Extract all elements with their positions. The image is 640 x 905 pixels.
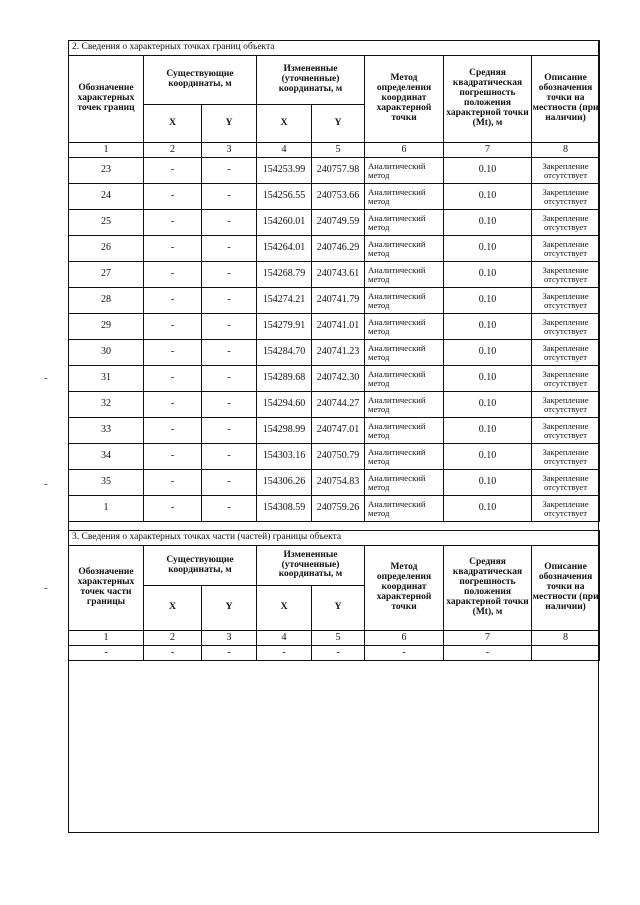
method-cell: Аналитический метод: [365, 236, 444, 262]
point-cell: 29: [69, 314, 144, 340]
table-row: [69, 366, 600, 392]
column-number: 7: [444, 143, 532, 158]
point-cell: 1: [69, 496, 144, 522]
updated-y-cell: 240759.26: [312, 496, 365, 522]
updated-x-cell: 154284.70: [257, 340, 312, 366]
updated-y-cell: 240744.27: [312, 392, 365, 418]
header-method: Метод определения координат характерной точки: [365, 56, 444, 143]
updated-y-cell: 240754.83: [312, 470, 365, 496]
empty-cell: -: [365, 646, 444, 661]
header-designation: Обозначение характерных точек границ: [69, 56, 144, 143]
table-row: [69, 236, 600, 262]
description-cell: Закрепление отсутствует: [532, 158, 600, 184]
existing-x-cell: -: [144, 366, 202, 392]
method-cell: Аналитический метод: [365, 366, 444, 392]
existing-x-cell: -: [144, 158, 202, 184]
margin-mark: -: [44, 478, 48, 490]
error-cell: 0.10: [444, 444, 532, 470]
existing-x-cell: -: [144, 236, 202, 262]
column-number: 2: [144, 143, 202, 158]
description-cell: Закрепление отсутствует: [532, 496, 600, 522]
updated-y-cell: 240753.66: [312, 184, 365, 210]
empty-cell: [532, 646, 600, 661]
updated-y-cell: 240741.23: [312, 340, 365, 366]
empty-cell: -: [312, 646, 365, 661]
error-cell: 0.10: [444, 236, 532, 262]
table-row: [69, 444, 600, 470]
existing-y-cell: -: [202, 314, 257, 340]
column-number: 6: [365, 631, 444, 646]
existing-x-cell: -: [144, 496, 202, 522]
column-numbers-row: [69, 143, 600, 158]
description-cell: Закрепление отсутствует: [532, 236, 600, 262]
point-cell: 27: [69, 262, 144, 288]
existing-x-cell: -: [144, 210, 202, 236]
updated-x-cell: 154298.99: [257, 418, 312, 444]
header-error: Средняя квадратическая погрешность положения характерной точки (Mt), м: [444, 56, 532, 143]
point-cell: 30: [69, 340, 144, 366]
table-row: [69, 340, 600, 366]
description-cell: Закрепление отсутствует: [532, 184, 600, 210]
method-cell: Аналитический метод: [365, 262, 444, 288]
existing-x-cell: -: [144, 444, 202, 470]
header-updated-y: Y: [312, 105, 365, 143]
table-row: [69, 314, 600, 340]
column-number: 8: [532, 143, 600, 158]
description-cell: Закрепление отсутствует: [532, 340, 600, 366]
table-row: [69, 210, 600, 236]
description-cell: Закрепление отсутствует: [532, 366, 600, 392]
point-cell: 28: [69, 288, 144, 314]
column-number: 2: [144, 631, 202, 646]
header-updated-y: Y: [312, 586, 365, 631]
method-cell: Аналитический метод: [365, 392, 444, 418]
column-number: 4: [257, 143, 312, 158]
header-updated-coordinates: Измененные (уточненные) координаты, м: [257, 56, 365, 105]
updated-x-cell: 154306.26: [257, 470, 312, 496]
error-cell: 0.10: [444, 340, 532, 366]
updated-y-cell: 240741.79: [312, 288, 365, 314]
method-cell: Аналитический метод: [365, 496, 444, 522]
existing-x-cell: -: [144, 418, 202, 444]
column-number: 1: [69, 631, 144, 646]
method-cell: Аналитический метод: [365, 210, 444, 236]
table-row: [69, 496, 600, 522]
updated-y-cell: 240741.01: [312, 314, 365, 340]
updated-y-cell: 240743.61: [312, 262, 365, 288]
point-cell: 33: [69, 418, 144, 444]
point-cell: 24: [69, 184, 144, 210]
column-number: 1: [69, 143, 144, 158]
error-cell: 0.10: [444, 314, 532, 340]
table-row: [69, 288, 600, 314]
updated-x-cell: 154253.99: [257, 158, 312, 184]
table-row: [69, 470, 600, 496]
column-number: 5: [312, 143, 365, 158]
empty-data-row: [69, 646, 600, 661]
updated-y-cell: 240757.98: [312, 158, 365, 184]
method-cell: Аналитический метод: [365, 158, 444, 184]
existing-x-cell: -: [144, 288, 202, 314]
method-cell: Аналитический метод: [365, 418, 444, 444]
existing-y-cell: -: [202, 392, 257, 418]
existing-y-cell: -: [202, 366, 257, 392]
updated-x-cell: 154303.16: [257, 444, 312, 470]
error-cell: 0.10: [444, 418, 532, 444]
header-designation: Обозначение характерных точек части границы: [69, 546, 144, 631]
existing-y-cell: -: [202, 184, 257, 210]
section-title: 2. Сведения о характерных точках границ объекта: [69, 41, 600, 56]
updated-y-cell: 240746.29: [312, 236, 365, 262]
empty-cell: -: [444, 646, 532, 661]
updated-x-cell: 154279.91: [257, 314, 312, 340]
header-updated-coordinates: Измененные (уточненные) координаты, м: [257, 546, 365, 586]
method-cell: Аналитический метод: [365, 184, 444, 210]
existing-x-cell: -: [144, 470, 202, 496]
empty-cell: -: [257, 646, 312, 661]
existing-y-cell: -: [202, 470, 257, 496]
description-cell: Закрепление отсутствует: [532, 444, 600, 470]
header-existing-x: X: [144, 105, 202, 143]
error-cell: 0.10: [444, 470, 532, 496]
existing-y-cell: -: [202, 496, 257, 522]
method-cell: Аналитический метод: [365, 340, 444, 366]
empty-cell: -: [202, 646, 257, 661]
method-cell: Аналитический метод: [365, 470, 444, 496]
column-number: 8: [532, 631, 600, 646]
description-cell: Закрепление отсутствует: [532, 210, 600, 236]
point-cell: 32: [69, 392, 144, 418]
error-cell: 0.10: [444, 392, 532, 418]
margin-mark: -: [44, 582, 48, 594]
header-existing-y: Y: [202, 586, 257, 631]
existing-x-cell: -: [144, 262, 202, 288]
updated-y-cell: 240742.30: [312, 366, 365, 392]
updated-y-cell: 240749.59: [312, 210, 365, 236]
header-existing-coordinates: Существующие координаты, м: [144, 546, 257, 586]
header-description: Описание обозначения точки на местности (при наличии): [532, 56, 600, 143]
updated-x-cell: 154256.55: [257, 184, 312, 210]
updated-x-cell: 154260.01: [257, 210, 312, 236]
part-boundary-points-table: [68, 530, 600, 661]
updated-x-cell: 154289.68: [257, 366, 312, 392]
column-number: 3: [202, 143, 257, 158]
empty-cell: -: [144, 646, 202, 661]
existing-y-cell: -: [202, 288, 257, 314]
error-cell: 0.10: [444, 288, 532, 314]
existing-y-cell: -: [202, 418, 257, 444]
point-cell: 25: [69, 210, 144, 236]
table-row: [69, 392, 600, 418]
margin-mark: -: [44, 372, 48, 384]
error-cell: 0.10: [444, 184, 532, 210]
updated-y-cell: 240747.01: [312, 418, 365, 444]
table-row: [69, 158, 600, 184]
header-error: Средняя квадратическая погрешность положения характерной точки (Mt), м: [444, 546, 532, 631]
updated-x-cell: 154264.01: [257, 236, 312, 262]
table-row: [69, 184, 600, 210]
existing-y-cell: -: [202, 262, 257, 288]
error-cell: 0.10: [444, 210, 532, 236]
error-cell: 0.10: [444, 262, 532, 288]
column-number: 3: [202, 631, 257, 646]
updated-x-cell: 154274.21: [257, 288, 312, 314]
header-updated-x: X: [257, 105, 312, 143]
column-number: 7: [444, 631, 532, 646]
existing-y-cell: -: [202, 158, 257, 184]
existing-x-cell: -: [144, 392, 202, 418]
header-method: Метод определения координат характерной точки: [365, 546, 444, 631]
error-cell: 0.10: [444, 366, 532, 392]
updated-x-cell: 154294.60: [257, 392, 312, 418]
updated-x-cell: 154308.59: [257, 496, 312, 522]
point-cell: 35: [69, 470, 144, 496]
existing-x-cell: -: [144, 340, 202, 366]
boundary-points-table: [68, 40, 600, 522]
header-updated-x: X: [257, 586, 312, 631]
method-cell: Аналитический метод: [365, 314, 444, 340]
existing-y-cell: -: [202, 340, 257, 366]
method-cell: Аналитический метод: [365, 444, 444, 470]
table-row: [69, 262, 600, 288]
point-cell: 34: [69, 444, 144, 470]
description-cell: Закрепление отсутствует: [532, 288, 600, 314]
column-number: 5: [312, 631, 365, 646]
existing-y-cell: -: [202, 236, 257, 262]
column-numbers-row: [69, 631, 600, 646]
error-cell: 0.10: [444, 158, 532, 184]
description-cell: Закрепление отсутствует: [532, 392, 600, 418]
updated-x-cell: 154268.79: [257, 262, 312, 288]
header-existing-y: Y: [202, 105, 257, 143]
header-description: Описание обозначения точки на местности (при наличии): [532, 546, 600, 631]
description-cell: Закрепление отсутствует: [532, 470, 600, 496]
existing-x-cell: -: [144, 314, 202, 340]
method-cell: Аналитический метод: [365, 288, 444, 314]
existing-y-cell: -: [202, 444, 257, 470]
point-cell: 26: [69, 236, 144, 262]
existing-y-cell: -: [202, 210, 257, 236]
description-cell: Закрепление отсутствует: [532, 418, 600, 444]
table-row: [69, 418, 600, 444]
section-title: 3. Сведения о характерных точках части (частей) границы объекта: [69, 531, 600, 546]
updated-y-cell: 240750.79: [312, 444, 365, 470]
error-cell: 0.10: [444, 496, 532, 522]
point-cell: 23: [69, 158, 144, 184]
point-cell: 31: [69, 366, 144, 392]
description-cell: Закрепление отсутствует: [532, 314, 600, 340]
empty-cell: -: [69, 646, 144, 661]
column-number: 4: [257, 631, 312, 646]
header-existing-coordinates: Существующие координаты, м: [144, 56, 257, 105]
header-existing-x: X: [144, 586, 202, 631]
existing-x-cell: -: [144, 184, 202, 210]
description-cell: Закрепление отсутствует: [532, 262, 600, 288]
column-number: 6: [365, 143, 444, 158]
